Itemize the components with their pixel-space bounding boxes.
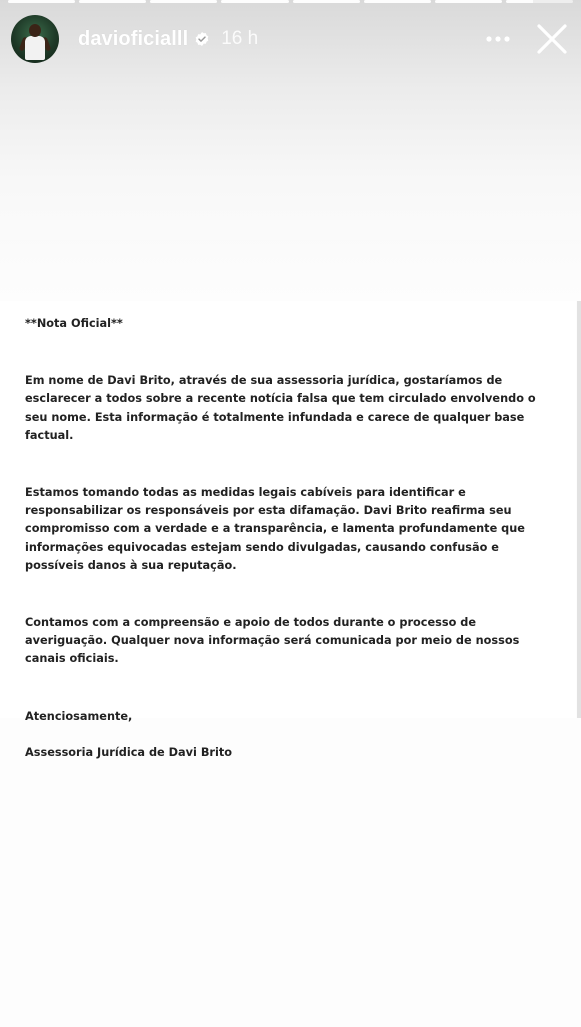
progress-segment xyxy=(79,0,146,3)
note-closing: Atenciosamente, xyxy=(25,709,133,723)
avatar[interactable] xyxy=(11,15,59,63)
more-options-icon[interactable] xyxy=(483,24,513,54)
progress-segment xyxy=(8,0,75,3)
progress-segment xyxy=(435,0,502,3)
document-edge xyxy=(577,301,581,718)
username[interactable]: davioficialll xyxy=(78,27,189,50)
official-note-document xyxy=(0,301,576,759)
note-paragraph: Em nome de Davi Brito, através de sua assessoria jurídica, gostaríamos de esclarecer a todos sobre a recente notícia falsa que tem circulado envolvendo o seu nome. Esta informação é totalmente infundada e carece de qualquer base factual. xyxy=(25,374,536,442)
story-progress-bar xyxy=(8,0,573,3)
note-paragraph: Contamos com a compreensão e apoio de todos durante o processo de averiguação. Qualquer nova informação será comunicada por meio de nossos canais oficiais. xyxy=(25,616,520,666)
post-time: 16 h xyxy=(221,28,259,49)
note-title: **Nota Oficial** xyxy=(25,317,123,330)
verified-badge-icon xyxy=(194,31,210,47)
progress-segment xyxy=(221,0,288,3)
story-header xyxy=(11,14,569,64)
document-text xyxy=(25,315,555,762)
progress-segment xyxy=(364,0,431,3)
note-signature: Assessoria Jurídica de Davi Brito xyxy=(25,745,233,759)
progress-segment xyxy=(150,0,217,3)
progress-segment xyxy=(293,0,360,3)
note-paragraph: Estamos tomando todas as medidas legais cabíveis para identificar e responsabilizar os responsáveis por esta difamação. Davi Brito reafirma seu compromisso com a verdade e a transparência, e lamenta profundamente que informações equivocadas estejam sendo divulgadas, causando confusão e possíveis danos à sua reputação. xyxy=(25,486,525,572)
progress-segment-current xyxy=(506,0,573,3)
close-icon[interactable] xyxy=(535,22,569,56)
